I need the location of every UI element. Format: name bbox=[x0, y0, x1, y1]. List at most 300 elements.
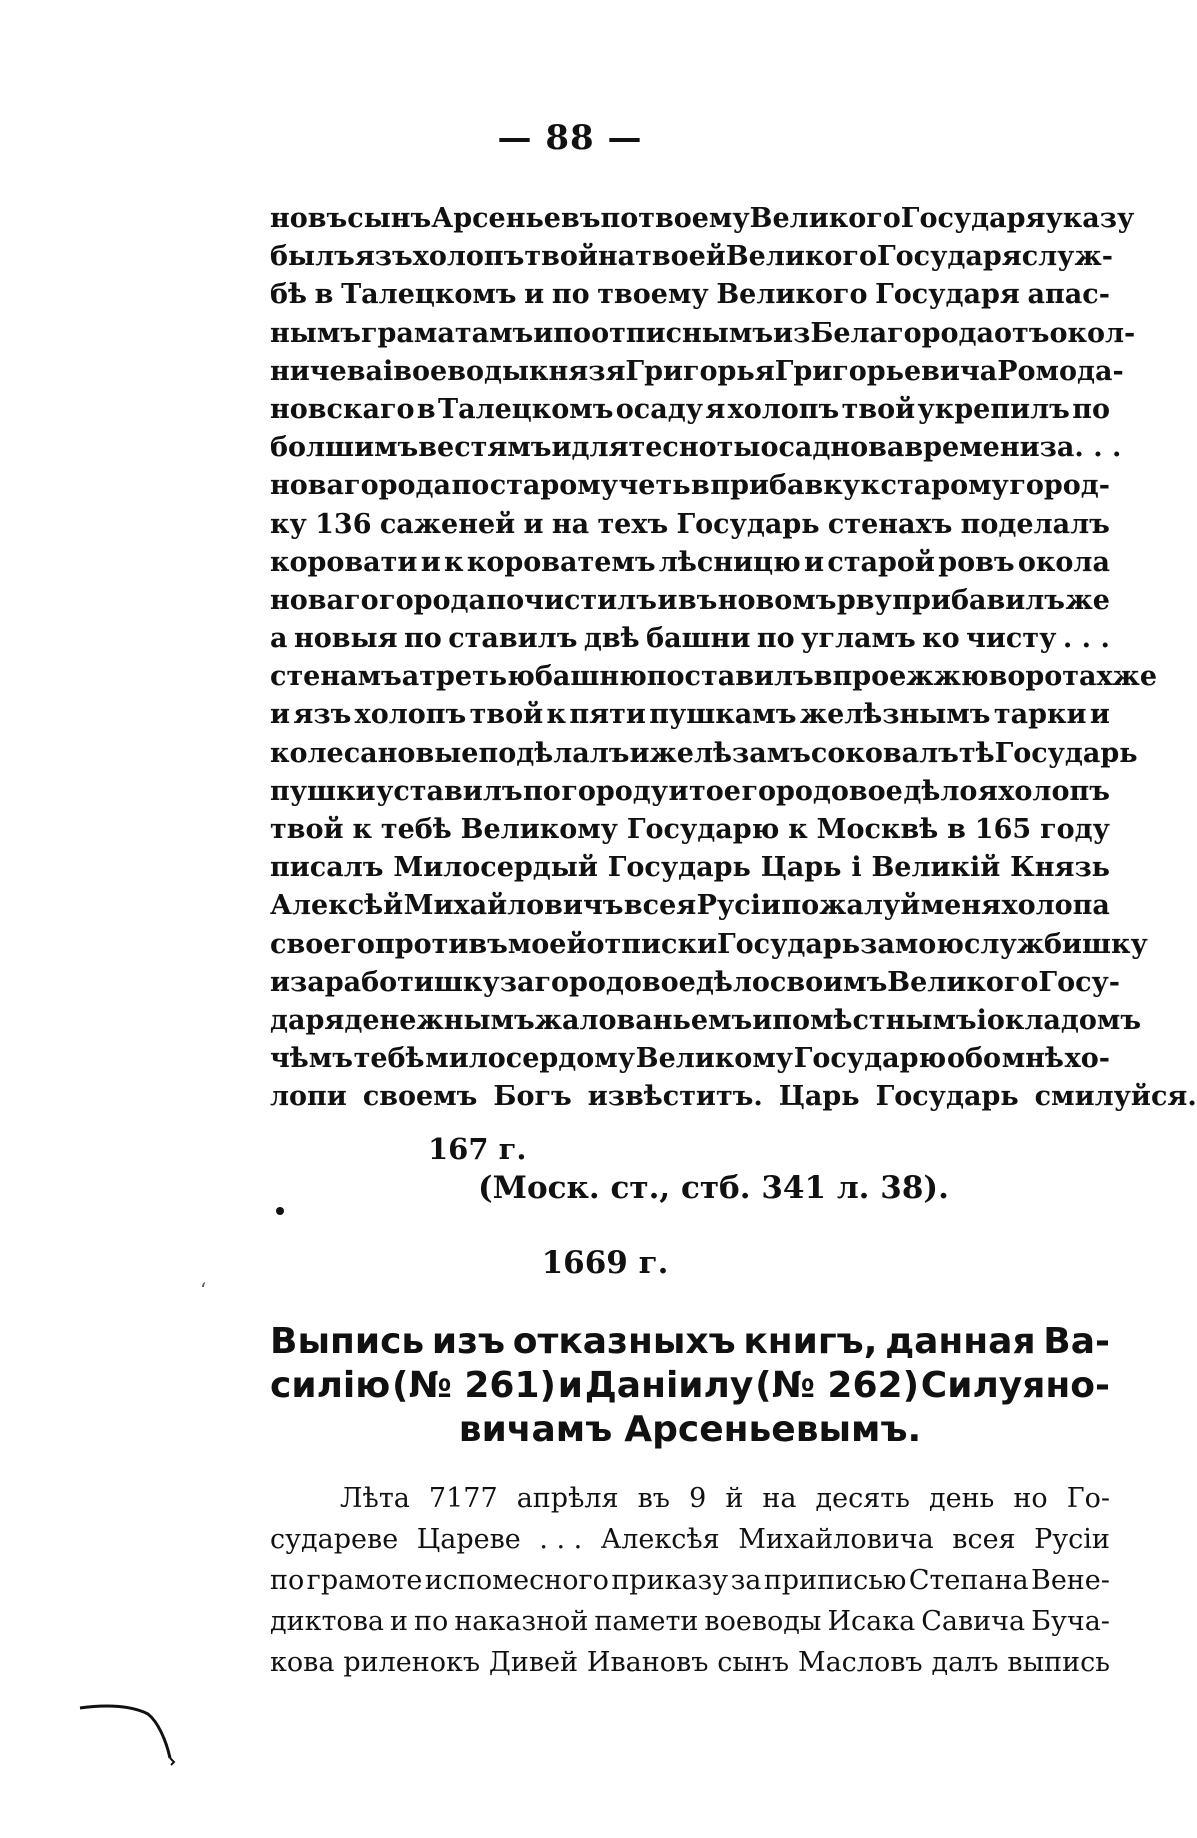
word: Масловъ bbox=[797, 1647, 923, 1678]
word: за bbox=[860, 928, 895, 960]
word: Алексѣй bbox=[270, 890, 404, 922]
word: противъ bbox=[374, 928, 508, 960]
word: Государя bbox=[876, 241, 1022, 273]
text-line bbox=[270, 1601, 1110, 1642]
word: Государь bbox=[676, 508, 820, 540]
text-line bbox=[270, 582, 1110, 620]
word: тарки bbox=[993, 699, 1087, 731]
heading-word: Выпись bbox=[270, 1321, 425, 1362]
word: желѣзнымъ bbox=[799, 699, 991, 731]
word: отписки bbox=[586, 928, 718, 960]
word: а bbox=[270, 623, 288, 655]
word: вестямъ bbox=[418, 432, 552, 464]
word: Вене- bbox=[1030, 1565, 1110, 1596]
text-line bbox=[270, 887, 1110, 925]
second-paragraph bbox=[270, 1478, 1110, 1683]
word: . . . bbox=[1062, 623, 1110, 655]
word: я bbox=[977, 775, 998, 807]
word: тое bbox=[689, 775, 741, 807]
word: Талецкомъ bbox=[341, 279, 517, 311]
word: новые bbox=[377, 737, 479, 769]
word: Савича bbox=[921, 1606, 1026, 1637]
word: указу bbox=[1045, 203, 1135, 234]
text-line bbox=[270, 696, 1110, 734]
word: и bbox=[270, 699, 291, 731]
word: 165 bbox=[974, 814, 1032, 845]
text-line bbox=[270, 467, 1110, 505]
word: чисту bbox=[966, 623, 1057, 655]
word: лопи bbox=[270, 1081, 347, 1113]
word: Государя bbox=[900, 203, 1046, 234]
word: риленокъ bbox=[343, 1647, 481, 1678]
word: и bbox=[752, 1004, 773, 1036]
word: і bbox=[976, 1004, 987, 1036]
text-line bbox=[270, 353, 1124, 391]
word: и bbox=[270, 966, 291, 998]
word: воеводы bbox=[704, 1606, 822, 1637]
word: городовое bbox=[741, 775, 903, 807]
word: обо bbox=[946, 1043, 1001, 1075]
word: дѣло bbox=[903, 775, 978, 807]
word: Великого bbox=[887, 966, 1039, 998]
word: по bbox=[451, 470, 490, 502]
word: пушкамъ bbox=[649, 699, 797, 731]
heading-line bbox=[270, 1320, 1110, 1364]
word: твоему bbox=[597, 279, 709, 311]
word: Ромода- bbox=[997, 355, 1124, 387]
word: на bbox=[597, 241, 636, 273]
word: работишку bbox=[324, 966, 500, 998]
word: чѣмъ bbox=[270, 1043, 353, 1075]
word: былъ bbox=[270, 241, 355, 273]
heading-word: книгъ, bbox=[743, 1321, 878, 1362]
word: ровъ bbox=[938, 546, 1015, 578]
word: кова bbox=[270, 1647, 335, 1678]
word: города bbox=[379, 584, 486, 616]
text-line bbox=[270, 200, 1135, 238]
word: пожалуй bbox=[781, 890, 921, 922]
word: старому bbox=[489, 470, 619, 502]
word: тебѣ bbox=[380, 814, 452, 845]
word: в bbox=[314, 279, 334, 311]
word: за bbox=[730, 1565, 762, 1596]
word: рву bbox=[836, 584, 892, 616]
word: диктова bbox=[270, 1606, 384, 1637]
word: Ивановъ bbox=[586, 1647, 709, 1678]
word: . . . bbox=[539, 1524, 583, 1555]
word: Цареве bbox=[416, 1524, 521, 1555]
heading-word: Даніилу bbox=[584, 1365, 754, 1406]
heading-line bbox=[270, 1408, 1110, 1452]
word: по bbox=[414, 1606, 449, 1637]
word: лѣсницю bbox=[658, 546, 801, 578]
text-line bbox=[270, 1478, 1110, 1519]
word: угламъ bbox=[801, 623, 916, 655]
text-line bbox=[270, 506, 1110, 544]
heading-word: силію bbox=[270, 1365, 391, 1406]
word: за bbox=[1039, 432, 1075, 464]
word: осаду bbox=[615, 393, 703, 425]
word: холопъ bbox=[354, 699, 467, 731]
word: техъ bbox=[597, 508, 669, 540]
word: Госу- bbox=[1038, 966, 1121, 998]
word: дѣло bbox=[695, 966, 770, 998]
word: холопъ bbox=[727, 393, 840, 425]
word: Царь bbox=[760, 852, 842, 884]
word: и bbox=[629, 737, 650, 769]
word: город- bbox=[1009, 470, 1110, 502]
text-line bbox=[270, 964, 1121, 1002]
word: мою bbox=[894, 928, 964, 960]
word: въ bbox=[677, 584, 718, 616]
word: новаго bbox=[270, 584, 379, 616]
word: стенамъ bbox=[270, 661, 402, 693]
word: и bbox=[523, 508, 544, 540]
word: твой bbox=[524, 241, 598, 273]
word: Государь bbox=[875, 1081, 1019, 1113]
word: даря bbox=[270, 1004, 345, 1036]
body-paragraph bbox=[270, 200, 1197, 1117]
ink-dot bbox=[276, 1207, 284, 1215]
word: окола bbox=[1017, 546, 1110, 578]
word: . . . bbox=[1074, 432, 1122, 464]
word: уставилъ bbox=[376, 775, 523, 807]
word: по bbox=[1072, 393, 1110, 425]
heading-line bbox=[270, 1364, 1110, 1408]
word: Государю bbox=[793, 1043, 947, 1075]
word: по bbox=[600, 203, 639, 234]
word: своимъ bbox=[769, 966, 888, 998]
word: четь bbox=[618, 470, 691, 502]
word: и bbox=[390, 1606, 409, 1637]
word: я bbox=[705, 393, 726, 425]
word: и bbox=[668, 775, 689, 807]
text-line bbox=[270, 276, 1110, 314]
word: испомесного bbox=[424, 1565, 609, 1596]
text-line bbox=[270, 1002, 1142, 1040]
word: наказной bbox=[454, 1606, 589, 1637]
word: окладомъ bbox=[986, 1004, 1142, 1036]
word: Государь bbox=[607, 852, 751, 884]
text-line bbox=[270, 811, 1110, 849]
word: прибавилъ bbox=[892, 584, 1065, 616]
word: Го- bbox=[1066, 1483, 1110, 1514]
text-line bbox=[270, 544, 1110, 582]
text-line bbox=[270, 391, 1110, 429]
year-heading: 1669 г. bbox=[541, 1245, 669, 1281]
word: твой bbox=[270, 814, 344, 845]
text-line bbox=[270, 735, 1138, 773]
word: і bbox=[851, 852, 862, 884]
word: твой bbox=[841, 393, 916, 425]
word: Михайловичъ bbox=[403, 890, 624, 922]
word: смилуйся. bbox=[1034, 1081, 1197, 1113]
word: своемъ bbox=[362, 1081, 478, 1113]
word: отъ bbox=[994, 317, 1050, 349]
word: воротахже bbox=[988, 661, 1157, 693]
word: в bbox=[691, 470, 710, 502]
word: на bbox=[762, 1483, 797, 1514]
word: 7177 bbox=[428, 1483, 498, 1514]
word: Князь bbox=[1010, 852, 1110, 884]
word: всея bbox=[952, 1524, 1016, 1555]
pen-stroke-mark bbox=[78, 1700, 188, 1770]
word: Великому bbox=[635, 1043, 794, 1075]
word: Григорьевича bbox=[774, 355, 998, 387]
word: воеводы bbox=[393, 355, 530, 387]
word: башню bbox=[534, 661, 647, 693]
word: сынъ bbox=[347, 203, 432, 234]
word: служ- bbox=[1021, 241, 1113, 273]
word: времени bbox=[904, 432, 1040, 464]
word: бѣ bbox=[270, 279, 307, 311]
word: Великій bbox=[871, 852, 1001, 884]
word: соковалъ bbox=[810, 737, 959, 769]
source-citation: (Моск. ст., стб. 341 л. 38). bbox=[478, 1170, 949, 1206]
word: и bbox=[657, 584, 678, 616]
word: по bbox=[553, 317, 592, 349]
word: выпись bbox=[1007, 1647, 1110, 1678]
word: 9 bbox=[689, 1483, 707, 1514]
word: апас- bbox=[1027, 279, 1110, 311]
heading-word: и bbox=[557, 1365, 583, 1406]
word: язъ bbox=[293, 699, 352, 731]
word: новъ bbox=[270, 203, 348, 234]
word: к bbox=[352, 814, 372, 845]
text-line bbox=[270, 1560, 1110, 1601]
word: а bbox=[401, 661, 420, 693]
word: тесноты bbox=[628, 432, 761, 464]
word: Богъ bbox=[493, 1081, 572, 1113]
word: день bbox=[929, 1483, 995, 1514]
word: Михайловича bbox=[738, 1524, 934, 1555]
word: граматамъ bbox=[361, 317, 534, 349]
word: всея bbox=[623, 890, 697, 922]
word: подѣлалъ bbox=[478, 737, 630, 769]
word: Москвѣ bbox=[816, 814, 939, 845]
word: болшимъ bbox=[270, 432, 419, 464]
word: Арсеньевъ bbox=[431, 203, 601, 234]
word: третью bbox=[419, 661, 535, 693]
word: памети bbox=[594, 1606, 699, 1637]
text-line bbox=[270, 926, 1148, 964]
heading-word: Арсеньевымъ. bbox=[624, 1409, 922, 1450]
word: по bbox=[756, 623, 795, 655]
word: почистилъ bbox=[486, 584, 657, 616]
word: Исака bbox=[827, 1606, 916, 1637]
word: холопъ bbox=[412, 241, 525, 273]
word: городовое bbox=[534, 966, 696, 998]
word: новыя bbox=[293, 623, 398, 655]
word: извѣститъ. bbox=[587, 1081, 763, 1113]
word: Лѣта bbox=[340, 1483, 410, 1514]
heading-word: Силуяно- bbox=[920, 1365, 1110, 1406]
word: въ bbox=[637, 1483, 670, 1514]
heading-word: отказныхъ bbox=[512, 1321, 736, 1362]
word: для bbox=[571, 432, 629, 464]
text-line bbox=[270, 773, 1110, 811]
word: году bbox=[1040, 814, 1110, 845]
word: в bbox=[813, 661, 833, 693]
heading-word: Ва- bbox=[1043, 1321, 1110, 1362]
word: язъ bbox=[354, 241, 413, 273]
heading-word: (№ 261) bbox=[392, 1365, 556, 1406]
word: приписью bbox=[763, 1565, 907, 1596]
word: окол- bbox=[1049, 317, 1136, 349]
word: мнѣ bbox=[1001, 1043, 1064, 1075]
word: за bbox=[499, 966, 535, 998]
word: к bbox=[444, 546, 464, 578]
word: меня bbox=[920, 890, 1002, 922]
word: ничева bbox=[270, 355, 383, 387]
text-line bbox=[270, 1519, 1110, 1560]
heading-word: данная bbox=[885, 1321, 1036, 1362]
word: новагорода bbox=[270, 470, 451, 502]
word: Дивей bbox=[488, 1647, 579, 1678]
word: жалованьемъ bbox=[534, 1004, 753, 1036]
word: пяти bbox=[569, 699, 646, 731]
word: и bbox=[524, 279, 545, 311]
word: холопъ bbox=[998, 775, 1110, 807]
word: к bbox=[546, 699, 567, 731]
word: ко bbox=[922, 623, 960, 655]
text-line bbox=[270, 429, 1122, 467]
word: Великому bbox=[460, 814, 618, 845]
heading-word: вичамъ bbox=[458, 1409, 613, 1450]
word: твоему bbox=[638, 203, 750, 234]
word: тѣ bbox=[958, 737, 995, 769]
word: Буча- bbox=[1031, 1606, 1110, 1637]
word: и bbox=[804, 546, 825, 578]
word: Государю bbox=[626, 814, 780, 845]
word: из bbox=[773, 317, 811, 349]
word: Государь bbox=[994, 737, 1138, 769]
word: но bbox=[1013, 1483, 1048, 1514]
page-number: — 88 — bbox=[497, 118, 643, 158]
text-line bbox=[270, 315, 1136, 353]
ink-tick: ʻ bbox=[200, 1278, 207, 1302]
word: укрепилъ bbox=[917, 393, 1070, 425]
word: приказу bbox=[611, 1565, 729, 1596]
word: и bbox=[533, 317, 554, 349]
word: Великого bbox=[716, 279, 868, 311]
word: стенахъ bbox=[827, 508, 953, 540]
word: Русіи bbox=[1034, 1524, 1110, 1555]
heading-word: изъ bbox=[431, 1321, 506, 1362]
word: Государь bbox=[717, 928, 861, 960]
word: своего bbox=[270, 928, 375, 960]
word: десять bbox=[815, 1483, 910, 1514]
word: князя bbox=[529, 355, 626, 387]
word: і bbox=[382, 355, 394, 387]
word: ставилъ bbox=[448, 623, 578, 655]
section-heading bbox=[270, 1320, 1110, 1452]
word: Государя bbox=[875, 279, 1020, 311]
word: поставилъ bbox=[646, 661, 814, 693]
word: твой bbox=[469, 699, 544, 731]
word: Григорья bbox=[625, 355, 775, 387]
word: грамоте bbox=[306, 1565, 423, 1596]
word: милосердому bbox=[425, 1043, 636, 1075]
word: Великого bbox=[725, 241, 877, 273]
word: же bbox=[1065, 584, 1110, 616]
word: ку bbox=[270, 508, 307, 540]
text-line bbox=[270, 620, 1110, 658]
word: к bbox=[788, 814, 808, 845]
word: в bbox=[416, 393, 436, 425]
word: пушки bbox=[270, 775, 376, 807]
word: за bbox=[290, 966, 325, 998]
word: по bbox=[403, 623, 442, 655]
word: по bbox=[551, 279, 590, 311]
word: Алексѣя bbox=[600, 1524, 720, 1555]
word: 136 bbox=[315, 508, 372, 540]
date-note: 167 г. bbox=[428, 1132, 527, 1166]
word: судареве bbox=[270, 1524, 399, 1555]
word: городу bbox=[561, 775, 669, 807]
word: и bbox=[420, 546, 441, 578]
word: Талецкомъ bbox=[437, 393, 614, 425]
word: желѣзамъ bbox=[649, 737, 811, 769]
word: писалъ bbox=[270, 852, 384, 884]
word: Степана bbox=[908, 1565, 1029, 1596]
word: осаднова bbox=[760, 432, 905, 464]
word: короватемъ bbox=[466, 546, 656, 578]
word: тебѣ bbox=[353, 1043, 425, 1075]
word: саженей bbox=[379, 508, 516, 540]
word: Великого bbox=[749, 203, 901, 234]
heading-word: (№ 262) bbox=[755, 1365, 920, 1406]
word: старой bbox=[827, 546, 935, 578]
word: по bbox=[523, 775, 561, 807]
word: на bbox=[551, 508, 590, 540]
word: и bbox=[551, 432, 572, 464]
word: в bbox=[947, 814, 966, 845]
word: прибавку bbox=[710, 470, 861, 502]
word: службишку bbox=[963, 928, 1148, 960]
word: по bbox=[270, 1565, 305, 1596]
word: Белагорода bbox=[810, 317, 995, 349]
word: новомъ bbox=[717, 584, 837, 616]
word: холопа bbox=[1001, 890, 1110, 922]
word: апрѣля bbox=[516, 1483, 619, 1514]
word: новскаго bbox=[270, 393, 415, 425]
word: двѣ bbox=[583, 623, 640, 655]
word: проежжю bbox=[832, 661, 989, 693]
word: поделалъ bbox=[960, 508, 1110, 540]
text-line bbox=[270, 658, 1157, 696]
word: й bbox=[725, 1483, 744, 1514]
text-line bbox=[270, 1642, 1110, 1683]
word: твоей bbox=[635, 241, 726, 273]
word: коровати bbox=[270, 546, 418, 578]
word: отписнымъ bbox=[591, 317, 774, 349]
word: сынъ bbox=[717, 1647, 790, 1678]
word: денежнымъ bbox=[344, 1004, 535, 1036]
word: моей bbox=[507, 928, 587, 960]
word: помѣстнымъ bbox=[772, 1004, 977, 1036]
word: к bbox=[860, 470, 881, 502]
word: Царь bbox=[778, 1081, 860, 1113]
word: старому bbox=[880, 470, 1009, 502]
word: хо- bbox=[1064, 1043, 1110, 1075]
word: нымъ bbox=[270, 317, 361, 349]
word: колеса bbox=[270, 737, 378, 769]
word: башни bbox=[646, 623, 751, 655]
word: Русіи bbox=[696, 890, 781, 922]
text-line bbox=[270, 1040, 1110, 1078]
word: далъ bbox=[931, 1647, 999, 1678]
